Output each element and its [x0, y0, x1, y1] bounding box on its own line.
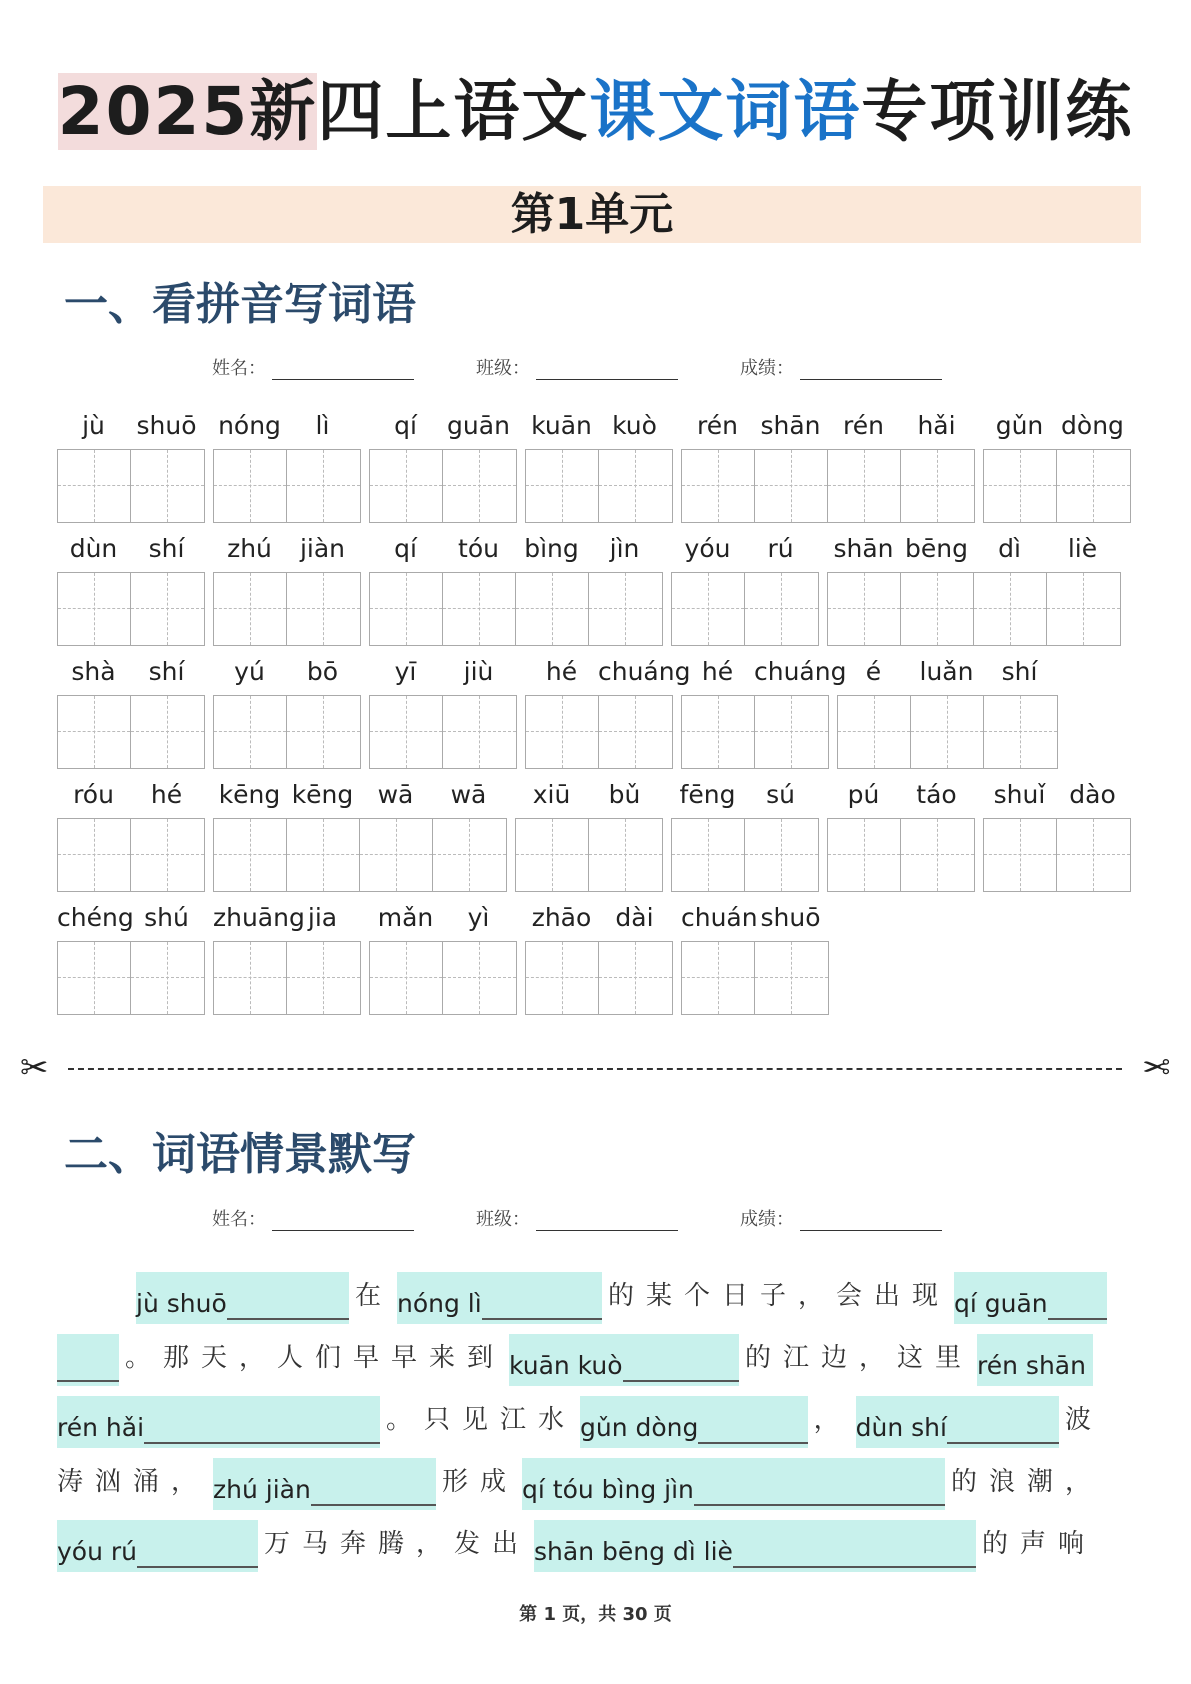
- word-group: [837, 657, 1058, 769]
- writing-cell[interactable]: [214, 942, 287, 1014]
- pinyin-label: shí: [148, 534, 185, 563]
- writing-cell[interactable]: [443, 573, 516, 645]
- writing-cell[interactable]: [287, 573, 360, 645]
- pinyin-label: qí: [394, 534, 417, 563]
- answer-blank[interactable]: rén shān: [977, 1334, 1093, 1386]
- answer-blank[interactable]: nóng lì: [397, 1272, 602, 1324]
- writing-cell[interactable]: [433, 819, 506, 891]
- pinyin-label: róu: [73, 780, 114, 809]
- name-field[interactable]: [272, 1213, 414, 1231]
- pinyin-label: jia: [307, 903, 338, 932]
- pinyin-label: bō: [306, 657, 339, 686]
- word-group: [57, 903, 205, 1015]
- writing-cell[interactable]: [682, 450, 755, 522]
- writing-cell[interactable]: [443, 450, 516, 522]
- writing-cell[interactable]: [58, 573, 131, 645]
- writing-cell[interactable]: [516, 573, 589, 645]
- writing-cell[interactable]: [131, 573, 204, 645]
- pinyin-label: zhú: [227, 534, 272, 563]
- scissors-icon: ✂: [1141, 1048, 1170, 1088]
- word-group: [213, 780, 507, 892]
- word-group: [213, 903, 361, 1015]
- grid-row: [57, 533, 1131, 656]
- writing-cell[interactable]: [214, 573, 287, 645]
- answer-blank[interactable]: qí tóu bìng jìn: [522, 1458, 945, 1510]
- writing-cell[interactable]: [1057, 450, 1130, 522]
- pinyin-label: kēng: [291, 780, 354, 809]
- word-group: [671, 534, 819, 646]
- pinyin-writing-grid: [57, 410, 1131, 1025]
- word-group: [57, 780, 205, 892]
- name-field[interactable]: [272, 362, 414, 380]
- writing-cell[interactable]: [984, 819, 1057, 891]
- answer-blank[interactable]: qí guān: [954, 1272, 1107, 1324]
- writing-cell[interactable]: [755, 942, 828, 1014]
- pinyin-label: dùn: [69, 534, 118, 563]
- pinyin-label: pú: [847, 780, 880, 809]
- pinyin-label: zhuāng: [213, 903, 305, 932]
- writing-cell[interactable]: [360, 819, 433, 891]
- writing-cell[interactable]: [745, 573, 818, 645]
- writing-cell[interactable]: [443, 696, 516, 768]
- pinyin-label: guān: [447, 411, 510, 440]
- pinyin-label: wā: [377, 780, 414, 809]
- page-title: 2025新四上语文课文词语专项训练: [57, 73, 1134, 150]
- pinyin-label: kēng: [218, 780, 281, 809]
- cut-line: [20, 1048, 1170, 1088]
- word-group: [681, 903, 829, 1015]
- pinyin-label: shú: [144, 903, 189, 932]
- pinyin-label: mǎn: [377, 903, 434, 932]
- pinyin-label: dòng: [1061, 411, 1124, 440]
- answer-blank[interactable]: yóu rú: [57, 1520, 258, 1572]
- fill-in-paragraph: jù shuō 在 nóng lì 的某个日子，会出现 qí guān 。那天，人们早早来到 kuān kuò 的江边，这里 rén shān rén hǎi 。只见江水 gǔn dòng ， dùn shí 波 涛汹涌， zhú jiàn 形成 qí tóu bìng jìn 的浪潮， yóu rú 万马奔腾，发出 shān bēng dì liè 的声响: [57, 1262, 1107, 1572]
- writing-cell[interactable]: [672, 573, 745, 645]
- pinyin-label: zhāo: [531, 903, 592, 932]
- word-group: [827, 780, 975, 892]
- pinyin-label: dài: [615, 903, 654, 932]
- pinyin-label: kuān: [531, 411, 592, 440]
- pinyin-label: yì: [467, 903, 490, 932]
- word-group: [525, 903, 673, 1015]
- grid-row: [57, 410, 1131, 533]
- name-line-1: 姓名： 班级： 成绩：: [212, 354, 942, 380]
- pinyin-label: dì: [998, 534, 1021, 563]
- pinyin-label: jù: [82, 411, 105, 440]
- pinyin-label: sú: [766, 780, 795, 809]
- pinyin-label: jìn: [609, 534, 640, 563]
- pinyin-label: é: [865, 657, 882, 686]
- pinyin-label: tóu: [458, 534, 499, 563]
- writing-cell[interactable]: [287, 450, 360, 522]
- writing-cell[interactable]: [526, 696, 599, 768]
- writing-cell[interactable]: [370, 942, 443, 1014]
- word-group: [369, 411, 517, 523]
- writing-cell[interactable]: [984, 696, 1057, 768]
- section-heading-1: 一、看拼音写词语: [64, 279, 416, 330]
- pinyin-label: shuō: [760, 903, 821, 932]
- word-group: [983, 780, 1131, 892]
- score-field[interactable]: [800, 362, 942, 380]
- writing-cell[interactable]: [599, 942, 672, 1014]
- answer-blank[interactable]: rén hǎi: [57, 1396, 380, 1448]
- word-group: [369, 657, 517, 769]
- pinyin-label: jiù: [463, 657, 494, 686]
- pinyin-label: hé: [150, 780, 183, 809]
- writing-cell[interactable]: [1057, 819, 1130, 891]
- pinyin-label: yú: [234, 657, 265, 686]
- pinyin-label: qí: [394, 411, 417, 440]
- pinyin-label: gǔn: [995, 411, 1044, 440]
- pinyin-label: shuō: [136, 411, 197, 440]
- pinyin-label: hé: [545, 657, 578, 686]
- writing-cell[interactable]: [526, 942, 599, 1014]
- word-group: [671, 780, 819, 892]
- writing-cell[interactable]: [589, 573, 662, 645]
- writing-cell[interactable]: [214, 696, 287, 768]
- pinyin-label: shí: [148, 657, 185, 686]
- answer-blank[interactable]: shān bēng dì liè: [534, 1520, 976, 1572]
- writing-cell[interactable]: [526, 450, 599, 522]
- word-group: [57, 411, 205, 523]
- word-group: [681, 657, 847, 769]
- word-group: [983, 411, 1131, 523]
- writing-cell[interactable]: [672, 819, 745, 891]
- pinyin-label: chuán: [681, 903, 758, 932]
- pinyin-label: jiàn: [299, 534, 346, 563]
- writing-cell[interactable]: [214, 450, 287, 522]
- pinyin-label: yī: [394, 657, 417, 686]
- writing-cell[interactable]: [516, 819, 589, 891]
- word-group: [213, 411, 361, 523]
- word-group: [827, 534, 1121, 646]
- pinyin-label: bǔ: [608, 780, 641, 809]
- writing-cell[interactable]: [838, 696, 911, 768]
- word-group: [57, 657, 205, 769]
- section-heading-2: 二、词语情景默写: [64, 1129, 416, 1180]
- pinyin-label: luǎn: [919, 657, 974, 686]
- writing-cell[interactable]: [58, 819, 131, 891]
- writing-cell[interactable]: [370, 573, 443, 645]
- writing-cell[interactable]: [131, 942, 204, 1014]
- pinyin-label: chéng: [57, 903, 134, 932]
- writing-cell[interactable]: [214, 819, 287, 891]
- pinyin-label: lì: [315, 411, 330, 440]
- writing-cell[interactable]: [58, 696, 131, 768]
- answer-blank[interactable]: dùn shí: [856, 1396, 1059, 1448]
- scissors-icon: ✂: [20, 1048, 49, 1088]
- pinyin-label: shuǐ: [993, 780, 1046, 809]
- answer-blank-continued[interactable]: [57, 1334, 119, 1386]
- class-field[interactable]: [536, 1213, 678, 1231]
- pinyin-label: rén: [843, 411, 884, 440]
- pinyin-label: xiū: [532, 780, 571, 809]
- pinyin-label: nóng: [218, 411, 281, 440]
- writing-cell[interactable]: [131, 819, 204, 891]
- pinyin-label: wā: [450, 780, 487, 809]
- name-line-2: 姓名： 班级： 成绩：: [212, 1205, 942, 1231]
- word-group: [369, 534, 663, 646]
- writing-cell[interactable]: [287, 942, 360, 1014]
- writing-cell[interactable]: [755, 450, 828, 522]
- writing-cell[interactable]: [599, 696, 672, 768]
- writing-cell[interactable]: [911, 696, 984, 768]
- pinyin-label: kuò: [612, 411, 657, 440]
- word-group: [57, 534, 205, 646]
- writing-cell[interactable]: [131, 450, 204, 522]
- pinyin-label: rén: [697, 411, 738, 440]
- pinyin-label: chuáng: [598, 657, 691, 686]
- answer-blank[interactable]: zhú jiàn: [213, 1458, 436, 1510]
- word-group: [681, 411, 975, 523]
- writing-cell[interactable]: [443, 942, 516, 1014]
- writing-cell[interactable]: [287, 696, 360, 768]
- writing-cell[interactable]: [58, 942, 131, 1014]
- pinyin-label: shān: [833, 534, 894, 563]
- writing-cell[interactable]: [828, 573, 901, 645]
- writing-cell[interactable]: [974, 573, 1047, 645]
- class-field[interactable]: [536, 362, 678, 380]
- writing-cell[interactable]: [901, 819, 974, 891]
- writing-cell[interactable]: [1047, 573, 1120, 645]
- writing-cell[interactable]: [682, 696, 755, 768]
- pinyin-label: hǎi: [917, 411, 956, 440]
- pinyin-label: shí: [1001, 657, 1038, 686]
- writing-cell[interactable]: [828, 450, 901, 522]
- word-group: [213, 534, 361, 646]
- pinyin-label: shà: [71, 657, 116, 686]
- writing-cell[interactable]: [370, 696, 443, 768]
- writing-cell[interactable]: [287, 819, 360, 891]
- writing-cell[interactable]: [901, 450, 974, 522]
- grid-row: [57, 656, 1131, 779]
- pinyin-label: dào: [1069, 780, 1116, 809]
- pinyin-label: shān: [760, 411, 821, 440]
- pinyin-label: rú: [767, 534, 794, 563]
- writing-cell[interactable]: [828, 819, 901, 891]
- pinyin-label: hé: [701, 657, 734, 686]
- writing-cell[interactable]: [682, 942, 755, 1014]
- word-group: [525, 657, 691, 769]
- word-group: [213, 657, 361, 769]
- writing-cell[interactable]: [131, 696, 204, 768]
- grid-row: [57, 779, 1131, 902]
- pinyin-label: chuáng: [754, 657, 847, 686]
- word-group: [515, 780, 663, 892]
- writing-cell[interactable]: [58, 450, 131, 522]
- answer-blank[interactable]: gǔn dòng: [580, 1396, 808, 1448]
- writing-cell[interactable]: [599, 450, 672, 522]
- writing-cell[interactable]: [901, 573, 974, 645]
- pinyin-label: liè: [1067, 534, 1098, 563]
- word-group: [525, 411, 673, 523]
- grid-row: [57, 902, 1131, 1025]
- writing-cell[interactable]: [984, 450, 1057, 522]
- score-field[interactable]: [800, 1213, 942, 1231]
- unit-banner: 第1单元: [43, 186, 1141, 243]
- answer-blank[interactable]: jù shuō: [136, 1272, 349, 1324]
- word-group: [369, 903, 517, 1015]
- answer-blank[interactable]: kuān kuò: [509, 1334, 739, 1386]
- pinyin-label: fēng: [679, 780, 736, 809]
- pinyin-label: bìng: [524, 534, 579, 563]
- pinyin-label: bēng: [905, 534, 968, 563]
- pinyin-label: yóu: [684, 534, 731, 563]
- pinyin-label: táo: [916, 780, 957, 809]
- writing-cell[interactable]: [755, 696, 828, 768]
- page-footer: 第 1 页，共 30 页: [519, 1604, 672, 1625]
- writing-cell[interactable]: [745, 819, 818, 891]
- writing-cell[interactable]: [589, 819, 662, 891]
- writing-cell[interactable]: [370, 450, 443, 522]
